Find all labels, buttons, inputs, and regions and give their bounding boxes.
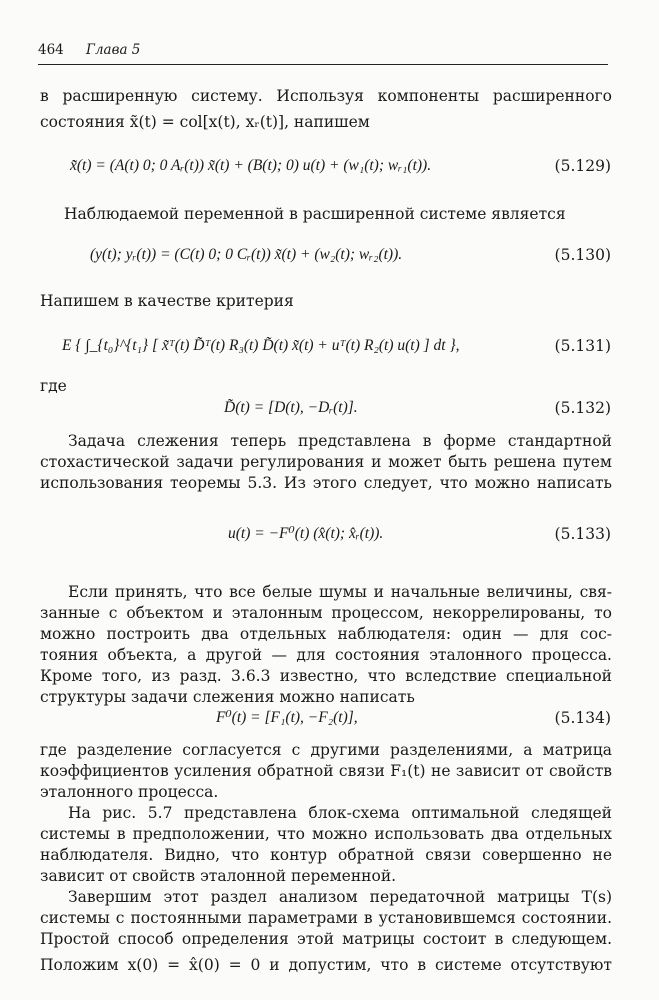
- equation-number: (5.131): [554, 337, 611, 355]
- text-line: тояния объекта, а другой — для состояния эталонного процесса.: [40, 646, 612, 664]
- page-header: [38, 38, 608, 65]
- equation-number: (5.130): [554, 246, 611, 264]
- equation-5-131: E { ∫_{t₀}^{t₁} [ x̃ᵀ(t) D̃ᵀ(t) R₃(t) D̃(t) x̃(t) + uᵀ(t) R₂(t) u(t) ] dt },: [62, 337, 460, 354]
- equation-5-132: D̃(t) = [D(t), −Dᵣ(t)].: [224, 399, 358, 416]
- equation-number: (5.132): [554, 399, 611, 417]
- text-line: где: [40, 377, 67, 395]
- equation-number: (5.129): [554, 157, 611, 175]
- text-line: Напишем в качестве критерия: [40, 292, 294, 310]
- text-line: где разделение согласуется с другими разделениями, а матрица: [40, 741, 612, 759]
- equation-5-129: x̃̇(t) = (A(t) 0; 0 Aᵣ(t)) x̃(t) + (B(t); 0) u(t) + (w₁(t); wᵣ₁(t)).: [70, 157, 432, 174]
- text-line: зависит от свойств эталонной переменной.: [40, 867, 397, 885]
- text-line: эталонного процесса.: [40, 783, 219, 801]
- text-line: Наблюдаемой переменной в расширенной системе является: [64, 205, 566, 223]
- text-line: Простой способ определения этой матрицы состоит в следующем.: [40, 930, 612, 948]
- text-line: структуры задачи слежения можно написать: [40, 688, 415, 706]
- text-line: Кроме того, из разд. 3.6.3 известно, что вследствие специальной: [40, 667, 612, 685]
- text-line: занные с объектом и эталонным процессом, некоррелированы, то: [40, 604, 612, 622]
- equation-number: (5.134): [554, 709, 611, 727]
- chapter-title: Глава 5: [86, 42, 141, 58]
- equation-number: (5.133): [554, 525, 611, 543]
- text-line: стохастической задачи регулирования и может быть решена путем: [40, 453, 612, 471]
- equation-5-130: (y(t); yᵣ(t)) = (C(t) 0; 0 Cᵣ(t)) x̃(t) + (w₂(t); wᵣ₂(t)).: [90, 246, 403, 263]
- text-line: можно построить два отдельных наблюдателя: один — для сос-: [40, 625, 612, 643]
- text-line: Завершим этот раздел анализом передаточной матрицы T(s): [68, 888, 612, 906]
- text-line: наблюдателя. Видно, что контур обратной связи совершенно не: [40, 846, 612, 864]
- text-line: использования теоремы 5.3. Из этого следует, что можно написать: [40, 474, 612, 492]
- text-line: Задача слежения теперь представлена в форме стандартной: [68, 432, 612, 450]
- text-line: системы в предположении, что можно использовать два отдельных: [40, 825, 612, 843]
- equation-5-134: F⁰(t) = [F₁(t), −F₂(t)],: [216, 709, 358, 726]
- page-number: 464: [38, 42, 64, 58]
- equation-5-133: u(t) = −F⁰(t) (x̂(t); x̂ᵣ(t)).: [228, 525, 384, 542]
- text-line: Положим x(0) = x̂(0) = 0 и допустим, что в системе отсутствуют: [40, 956, 612, 974]
- text-line: состояния x̃(t) = col[x(t), xᵣ(t)], напишем: [40, 113, 370, 131]
- text-line: системы с постоянными параметрами в установившемся состоянии.: [40, 909, 612, 927]
- text-line: в расширенную систему. Используя компоненты расширенного: [40, 87, 612, 105]
- text-line: коэффициентов усиления обратной связи F₁(t) не зависит от свойств: [40, 762, 612, 780]
- text-line: Если принять, что все белые шумы и начальные величины, свя-: [68, 583, 612, 601]
- text-line: На рис. 5.7 представлена блок-схема оптимальной следящей: [68, 804, 612, 822]
